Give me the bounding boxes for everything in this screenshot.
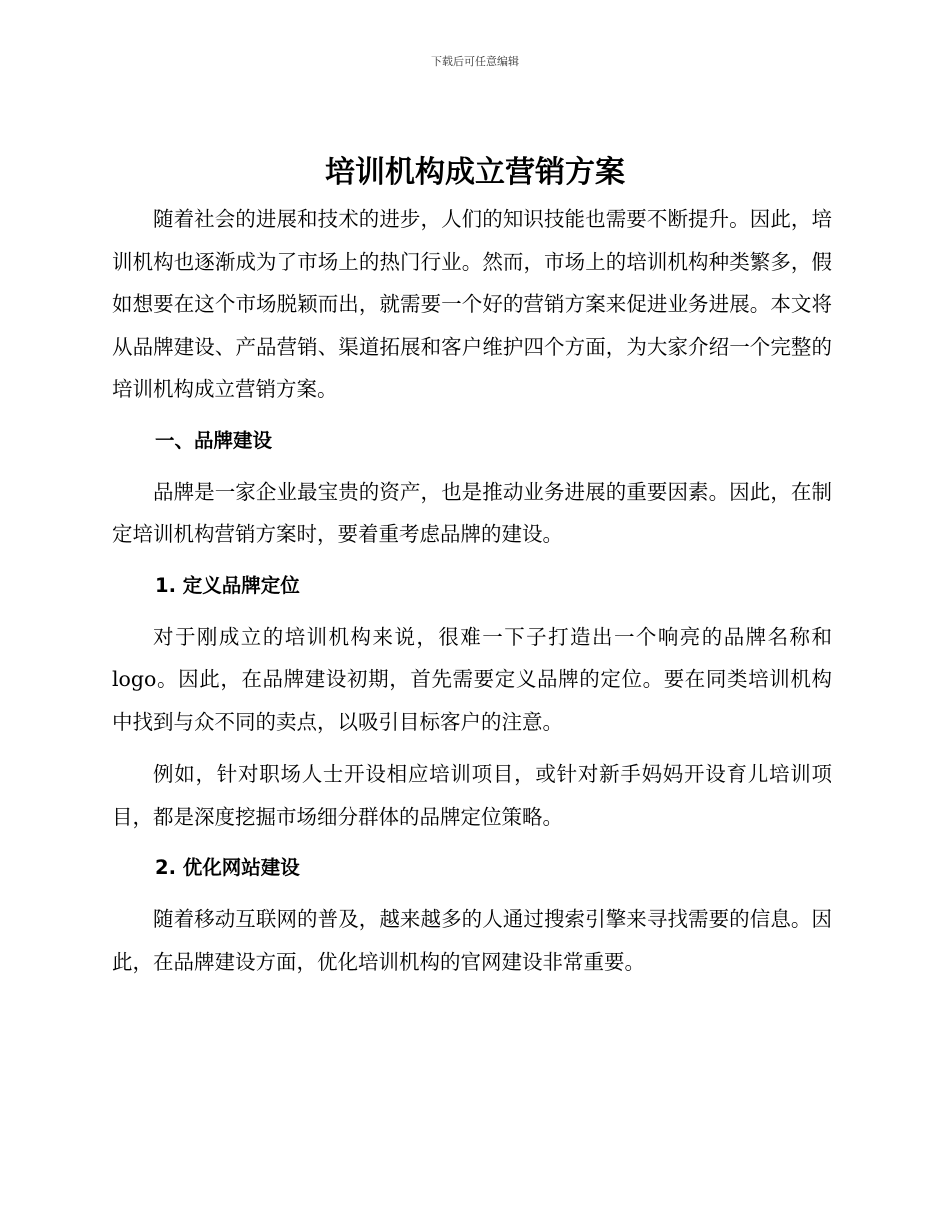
spacer — [112, 411, 832, 420]
spacer — [112, 607, 832, 616]
paragraph-positioning-example: 例如，针对职场人士开设相应培训项目，或针对新手妈妈开设育儿培训项目，都是深度挖掘市场细分群体的品牌定位策略。 — [112, 762, 832, 829]
document-title: 培训机构成立营销方案 — [325, 155, 625, 190]
spacer — [112, 556, 832, 565]
subheading-website: 2. 优化网站建设 — [155, 856, 300, 879]
section-paragraph-brand: 品牌是一家企业最宝贵的资产，也是推动业务进展的重要因素。因此，在制定培训机构营销方案时，要着重考虑品牌的建设。 — [112, 479, 832, 546]
paragraph-brand-positioning: 对于刚成立的培训机构来说，很难一下子打造出一个响亮的品牌名称和logo。因此，在品牌建设初期，首先需要定义品牌的定位。要在同类培训机构中找到与众不同的卖点，以吸引目标客户的注意。 — [112, 624, 832, 734]
page-header-note: 下载后可任意编辑 — [431, 55, 519, 68]
spacer — [112, 889, 832, 898]
subheading-brand-positioning: 1. 定义品牌定位 — [155, 573, 300, 597]
spacer — [112, 743, 832, 753]
spacer — [112, 462, 832, 471]
intro-paragraph: 随着社会的进展和技术的进步，人们的知识技能也需要不断提升。因此，培训机构也逐渐成为了市场上的热门行业。然而，市场上的培训机构种类繁多，假如想要在这个市场脱颖而出，就需要一个好的营销方案来促进业务进展。本文将从品牌建设、产品营销、渠道拓展和客户维护四个方面，为大家介绍一个完整的培训机构成立营销方案。 — [112, 207, 832, 401]
spacer — [112, 838, 832, 847]
document-body — [112, 198, 832, 983]
section-heading-brand: 一、品牌建设 — [155, 428, 273, 452]
paragraph-website: 随着移动互联网的普及，越来越多的人通过搜索引擎来寻找需要的信息。因此，在品牌建设方面，优化培训机构的官网建设非常重要。 — [112, 907, 832, 974]
